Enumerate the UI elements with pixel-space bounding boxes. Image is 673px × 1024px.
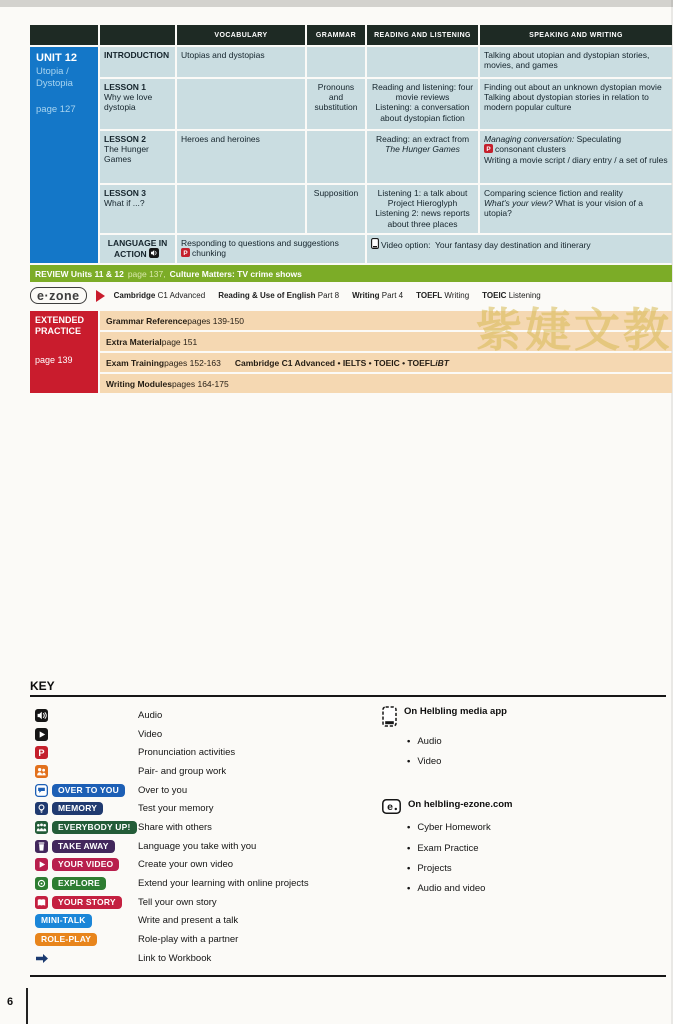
- key-label: Pair- and group work: [138, 765, 227, 777]
- key-bullet-item: • Cyber Homework: [407, 822, 491, 834]
- row-lesson3-speaking: Comparing science fiction and reality What's your view? What is your vision of a utopia?: [480, 185, 672, 233]
- triangle-icon: [96, 290, 105, 302]
- key-section: [30, 679, 666, 977]
- your-video-icon: [35, 858, 48, 871]
- key-title: KEY: [30, 679, 55, 693]
- key-badge: EVERYBODY UP!: [52, 821, 137, 834]
- row-lesson2-reading: Reading: an extract from The Hunger Games: [367, 131, 478, 183]
- workbook-arrow-icon: [35, 953, 49, 964]
- row-lesson1-reading: Reading and listening: four movie reviews Listening: a conversation about dystopian fiction: [367, 79, 478, 129]
- unit-subtitle: Utopia /: [36, 66, 69, 77]
- pronunciation-icon: [35, 746, 48, 759]
- unit-cell: [30, 47, 98, 263]
- extended-row: Extra Material page 151: [100, 332, 672, 351]
- svg-text:P: P: [183, 250, 188, 258]
- key-label: Pronunciation activities: [138, 747, 236, 759]
- watermark: 紫婕文教: [476, 304, 672, 356]
- ezone-item: Cambridge C1 Advanced: [113, 291, 206, 300]
- ezone-e-icon: [382, 799, 401, 814]
- audio-icon: [149, 248, 159, 260]
- key-label: Over to you: [138, 784, 188, 796]
- everybody-icon: [35, 821, 48, 834]
- key-group-heading: On helbling-ezone.com: [408, 798, 513, 810]
- svg-text:P: P: [38, 748, 45, 759]
- key-badge: YOUR STORY: [52, 896, 122, 909]
- row-lesson3-label: LESSON 3 What if ...?: [100, 185, 175, 233]
- scan-edge-top: [0, 0, 673, 7]
- row-intro-grammar: [307, 47, 365, 77]
- key-badge: EXPLORE: [52, 877, 106, 890]
- row-lesson1-label: LESSON 1 Why we love dystopia: [100, 79, 175, 129]
- extended-practice-label: EXTENDED PRACTICE page 139: [30, 311, 98, 393]
- row-intro-label: INTRODUCTION: [100, 47, 175, 77]
- header-speaking: SPEAKING AND WRITING: [480, 25, 672, 45]
- video-icon: [35, 728, 48, 741]
- key-badge: YOUR VIDEO: [52, 858, 119, 871]
- key-badge: ROLE-PLAY: [35, 933, 97, 946]
- key-group-heading: On Helbling media app: [404, 706, 507, 717]
- row-intro-vocabulary: Utopias and dystopias: [177, 47, 305, 77]
- row-lesson3-grammar: Supposition: [307, 185, 365, 233]
- row-lesson2-vocabulary: Heroes and heroines: [177, 131, 305, 183]
- key-label: Audio: [138, 709, 163, 721]
- row-lesson1-grammar: Pronouns and substitution: [307, 79, 365, 129]
- key-badge: MEMORY: [52, 802, 103, 815]
- takeaway-icon: [35, 840, 48, 853]
- header-vocabulary: VOCABULARY: [177, 25, 305, 45]
- row-lia-video: Video option: Your fantasy day destination and itinerary: [367, 235, 672, 263]
- extended-row: Writing Modules pages 164-175: [100, 374, 672, 393]
- row-intro-speaking: Talking about utopian and dystopian stories, movies, and games: [480, 47, 672, 77]
- key-label: Role-play with a partner: [138, 934, 239, 946]
- key-label: Create your own video: [138, 859, 234, 871]
- page-number: 6: [7, 996, 14, 1008]
- key-bullet-item: • Projects: [407, 862, 452, 874]
- key-bullet-item: • Video: [407, 755, 442, 767]
- key-online-group: [382, 799, 664, 899]
- header-reading: READING AND LISTENING: [367, 25, 478, 45]
- key-badge: TAKE AWAY: [52, 840, 115, 853]
- ezone-item: Reading & Use of English Part 8: [218, 291, 340, 300]
- phone-icon: [382, 706, 397, 727]
- key-bullet-item: • Exam Practice: [407, 842, 479, 854]
- key-badge: OVER TO YOU: [52, 784, 125, 797]
- key-label: Link to Workbook: [138, 952, 212, 964]
- extended-row: Grammar Reference pages 139-150: [100, 311, 672, 330]
- pronunciation-icon: [484, 144, 493, 155]
- divider: [30, 695, 666, 697]
- key-online-group: [382, 706, 664, 772]
- ezone-logo: e·zone: [30, 287, 87, 304]
- svg-text:e: e: [387, 800, 393, 813]
- row-lesson2-speaking: Managing conversation: Speculating P consonant clusters Writing a movie script / diary entry / a set of rules: [480, 131, 672, 183]
- explore-icon: [35, 877, 48, 890]
- key-label: Share with others: [138, 821, 212, 833]
- your-story-icon: [35, 896, 48, 909]
- key-legend-row: [35, 930, 666, 949]
- row-intro-reading: [367, 47, 478, 77]
- header-empty: [30, 25, 98, 45]
- ezone-item: TOEFL Writing: [416, 291, 470, 300]
- unit-title: UNIT 12: [36, 52, 77, 64]
- key-label: Language you take with you: [138, 840, 257, 852]
- header-grammar: GRAMMAR: [307, 25, 365, 45]
- row-lesson2-grammar: [307, 131, 365, 183]
- key-legend-row: [35, 949, 666, 968]
- key-online-list: [382, 706, 664, 899]
- key-legend-row: [35, 912, 666, 931]
- unit-page: page 127: [36, 103, 76, 115]
- key-badge: MINI-TALK: [35, 914, 92, 927]
- pair-group-icon: [35, 765, 48, 778]
- ezone-item: Writing Part 4: [352, 291, 404, 300]
- row-lesson3-reading: Listening 1: a talk about Project Hieroglyph Listening 2: news reports about three places: [367, 185, 478, 233]
- extended-row: Exam Training pages 152-163 Cambridge C1 Advanced • IELTS • TOEIC • TOEFL iBT: [100, 353, 672, 372]
- key-label: Write and present a talk: [138, 915, 239, 927]
- key-label: Tell your own story: [138, 896, 217, 908]
- header-empty: [100, 25, 175, 45]
- row-lesson3-vocabulary: [177, 185, 305, 233]
- row-lesson1-speaking: Finding out about an unknown dystopian movie Talking about dystopian stories in relation to modern popular culture: [480, 79, 672, 129]
- svg-text:P: P: [486, 146, 491, 154]
- review-bar: REVIEW Units 11 & 12 page 137, Culture Matters: TV crime shows: [30, 265, 672, 282]
- row-lia-text: Responding to questions and suggestions P chunking: [177, 235, 365, 263]
- audio-icon: [35, 709, 48, 722]
- unit-subtitle: Dystopia: [36, 77, 73, 89]
- key-label: Extend your learning with online projects: [138, 878, 309, 890]
- pronunciation-icon: [181, 248, 190, 259]
- divider: [30, 975, 666, 977]
- row-lia-label: LANGUAGE IN ACTION: [100, 235, 175, 263]
- key-bullet-item: • Audio and video: [407, 883, 486, 895]
- page-number-rule: [26, 988, 28, 1024]
- row-lesson2-label: LESSON 2 The Hunger Games: [100, 131, 175, 183]
- ezone-item: TOEIC Listening: [482, 291, 541, 300]
- memory-bulb-icon: [35, 802, 48, 815]
- key-label: Video: [138, 728, 163, 740]
- video-option-phone-icon: [371, 238, 379, 251]
- key-label: Test your memory: [138, 803, 214, 815]
- row-lesson1-vocabulary: [177, 79, 305, 129]
- key-bullet-item: • Audio: [407, 735, 442, 747]
- speech-bubble-icon: [35, 784, 48, 797]
